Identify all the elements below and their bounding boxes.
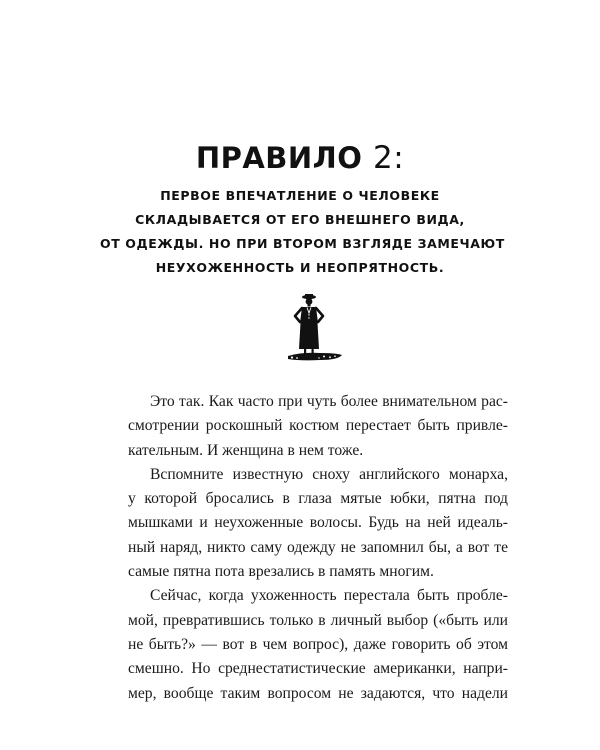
- text-line: мер, вообще таким вопросом не задаются, что надели: [128, 684, 508, 702]
- text-line: не быть?» — вот в чем вопрос), даже говорить об этом: [128, 635, 508, 653]
- text-line: самые пятна пота врезались в память многим.: [128, 563, 434, 581]
- rule-line: СКЛАДЫВАЕТСЯ ОТ ЕГО ВНЕШНЕГО ВИДА,: [135, 212, 465, 227]
- text-line: Вспомните известную сноху английского монарха,: [150, 465, 508, 483]
- rule-statement: [100, 184, 505, 280]
- woman-figure-icon: [280, 292, 346, 366]
- body-text: [128, 390, 508, 706]
- text-line: мой, превратившись только в личный выбор («быть или: [128, 611, 508, 629]
- text-line: Это так. Как часто при чуть более внимательном рас-: [150, 393, 508, 410]
- text-line: смешно. Но среднестатистические американки, напри-: [128, 660, 508, 678]
- text-line: у которой бросались в глаза мятые юбки, пятна под: [128, 490, 508, 508]
- rule-label: ПРАВИЛО: [195, 141, 363, 175]
- text-line: смотрении роскошный костюм перестает быть привле-: [128, 417, 508, 435]
- rule-line: ОТ ОДЕЖДЫ. НО ПРИ ВТОРОМ ВЗГЛЯДЕ ЗАМЕЧАЮТ: [100, 236, 505, 251]
- text-line: кательным. И женщина в нем тоже.: [128, 441, 364, 459]
- text-line: мышками и неухоженные волосы. Будь на ней идеаль-: [128, 514, 508, 532]
- rule-line: НЕУХОЖЕННОСТЬ И НЕОПРЯТНОСТЬ.: [155, 260, 445, 275]
- rule-heading: [0, 140, 600, 176]
- text-line: Сейчас, когда ухоженность перестала быть пробле-: [150, 587, 508, 605]
- text-line: ный наряд, никто саму одежду не запомнил бы, а вот те: [128, 538, 508, 556]
- rule-line: ПЕРВОЕ ВПЕЧАТЛЕНИЕ О ЧЕЛОВЕКЕ: [160, 188, 440, 203]
- rule-number: 2:: [373, 140, 405, 176]
